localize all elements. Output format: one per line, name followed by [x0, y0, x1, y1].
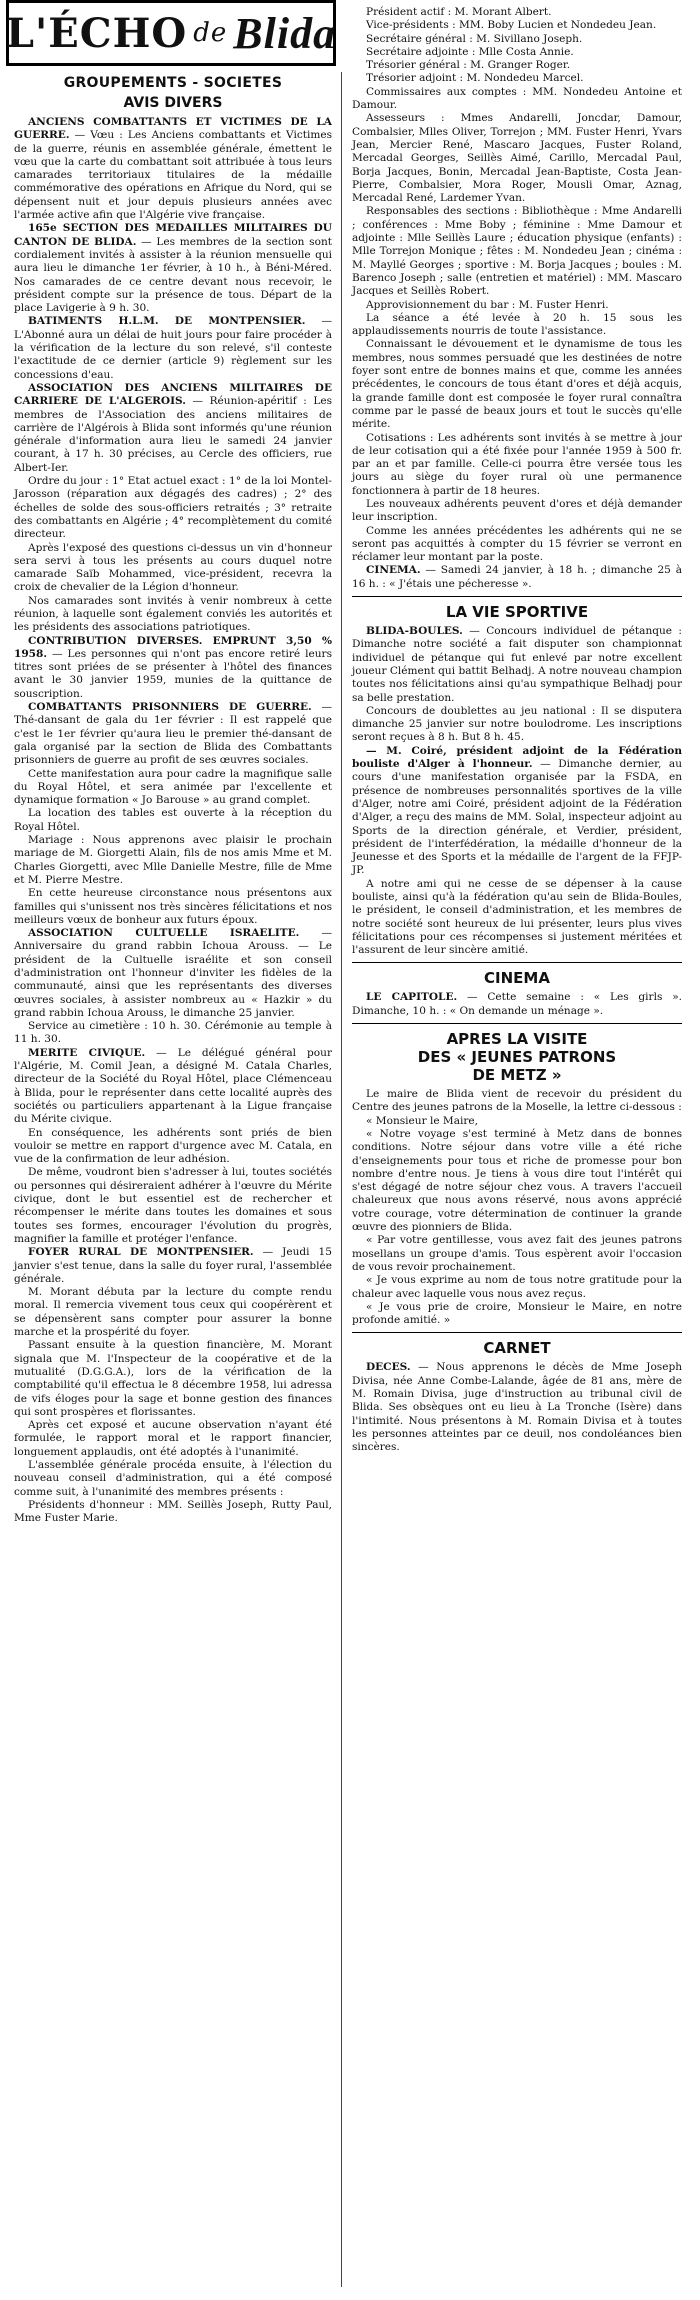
article-blida-boules: BLIDA-BOULES. — Concours individuel de pétanque : Dimanche notre société a fait disputer son championnat individuel de pétanque qui fut enlevé par notre excellent joueur Clément qui battit Belhadj. A notre nouveau champion toutes nos félicitations ainsi qu'au sympathique Belhadj pour sa belle prestation. — [352, 625, 682, 704]
masthead-de: de — [193, 18, 228, 48]
paragraph: Cette manifestation aura pour cadre la magnifique salle du Royal Hôtel, et sera animée par l'excellente et dynamique formation « Jo Barouse » au grand complet. — [14, 767, 332, 807]
visit-title-line3: DE METZ » — [472, 1066, 562, 1085]
paragraph: Ordre du jour : 1° Etat actuel exact : 1° de la loi Montel-Jarosson (réparation aux dégagés des cadres) ; 2° des échelles de solde des sous-officiers retraités ; 3° retraite des combattants en Algérie ; 4° recomplètement du comité directeur. — [14, 475, 332, 541]
paragraph: Service au cimetière : 10 h. 30. Cérémonie au temple à 11 h. 30. — [14, 1020, 332, 1046]
paragraph: Après l'exposé des questions ci-dessus un vin d'honneur sera servi à tous les présents au cours duquel notre camarade Saïb Mohammed, vice-président, recevra la croix de chevalier de la Légion d'honneur. — [14, 541, 332, 594]
paragraph: A notre ami qui ne cesse de se dépenser à la cause bouliste, ainsi qu'à la fédération qu'au sein de Blida-Boules, le président, le conseil d'administration, et les membres de notre société sont heureux de lui présenter, leurs plus vives félicitations pour ces récompenses si justement méritées et l'assurent de leur sincère amitié. — [352, 877, 682, 957]
paragraph: M. Morant débuta par la lecture du compte rendu moral. Il remercia vivement tous ceux qui coopérèrent et se dépensèrent sans compter pour assurer la bonne marche et la prospérité du foyer. — [14, 1286, 332, 1339]
article-heading: 165e SECTION DES MEDAILLES MILITAIRES DU CANTON DE BLIDA. — [14, 222, 332, 248]
visit-title-line1: APRES LA VISITE — [446, 1030, 588, 1049]
article-merite-civique: MERITE CIVIQUE. — Le délégué général pour l'Algérie, M. Comil Jean, a désigné M. Catala Charles, directeur de la Société du Royal Hôtel, place Clémenceau à Blida, pour le représenter dans cette localité auprès des sociétés ou particuliers appartenant à la Ligue française du Mérite civique. — [14, 1046, 332, 1126]
article-deces: DECES. — Nous apprenons le décès de Mme Joseph Divisa, née Anne Combe-Lalande, âgée de 81 ans, mère de M. Romain Divisa, juge d'instruction au tribunal civil de Blida. Ses obsèques ont eu lieu à La Tronche (Isère) dans l'intimité. Nous présentons à M. Romain Divisa et à toutes les personnes atteintes par ce deuil, nos condoléances bien sincères. — [352, 1361, 682, 1454]
masthead-title: L'ÉCHO — [5, 9, 188, 57]
paragraph: La location des tables est ouverte à la réception du Royal Hôtel. — [14, 807, 332, 833]
article-anciens-militaires: ASSOCIATION DES ANCIENS MILITAIRES DE CARRIERE DE L'ALGEROIS. — Réunion-apéritif : Les membres de l'Association des anciens militaires de carrière de l'Algérois à Blida sont informés qu'une réunion générale d'information aura lieu le samedi 24 janvier courant, à 17 h. 30 précises, au Cercle des officiers, rue Albert-Ier. — [14, 381, 332, 474]
article-hlm-montpensier: BATIMENTS H.L.M. DE MONTPENSIER. — L'Abonné aura un délai de huit jours pour faire procéder à la vérification de la lecture du son relevé, s'il conteste l'exactitude de ce dernier (article 9) règlement sur les concessions d'eau. — [14, 315, 332, 381]
article-coire: — M. Coiré, président adjoint de la Fédération bouliste d'Alger à l'honneur. — Dimanche dernier, au cours d'une manifestation organisée par la FSDA, en présence de nombreuses personnalités sportives de la ville d'Alger, notre ami Coiré, président adjoint de la Fédération d'Alger, a reçu des mains de MM. Solal, inspecteur adjoint au Sports de la direction générale, et Verdier, président, président de l'interfédération, la médaille d'honneur de la Jeunesse et des Sports et la médaille de l'argent de la FFJP-JP. — [352, 744, 682, 877]
paragraph: Assesseurs : Mmes Andarelli, Joncdar, Damour, Combalsier, Mlles Oliver, Torrejon ; MM. Fuster Henri, Yvars Jean, Mercier René, Mascaro Jacques, Fuster Roland, Mercadal Georges, Seillès Aimé, Carillo, Mercadal Paul, Borja Jacques, Bonin, Mercadal Jean-Baptiste, Costa Jean-Pierre, Combalsier, Mora Roger, Mousli Omar, Aznag, Mercadal René, Lardemer Yvan. — [352, 112, 682, 205]
masthead — [6, 0, 336, 66]
article-cinema-note: CINEMA. — Samedi 24 janvier, à 18 h. ; dimanche 25 à 16 h. : « J'étais une pécheresse ». — [352, 564, 682, 590]
masthead-city: Blida — [233, 8, 337, 58]
section-subtitle: AVIS DIVERS — [123, 95, 223, 111]
paragraph: « Par votre gentillesse, vous avez fait des jeunes patrons mosellans un groupe d'amis. Tous espèrent avoir l'occasion de vous revoir prochainement. — [352, 1234, 682, 1273]
article-heading: — M. Coiré, président adjoint de la Fédération bouliste d'Alger à l'honneur. — [352, 744, 682, 771]
section-title: GROUPEMENTS - SOCIETES — [63, 75, 283, 91]
paragraph: Président actif : M. Morant Albert. — [366, 6, 552, 18]
paragraph: En cette heureuse circonstance nous présentons aux familles qui s'unissent nos très sincères félicitations et nos meilleurs vœux de bonheur aux futurs époux. — [14, 887, 332, 926]
right-column — [352, 6, 682, 1455]
article-heading: BATIMENTS H.L.M. DE MONTPENSIER. — [28, 315, 306, 328]
paragraph: La séance a été levée à 20 h. 15 sous les applaudissements nourris de toute l'assistance. — [352, 311, 682, 338]
article-prisonniers-guerre: COMBATTANTS PRISONNIERS DE GUERRE. — Thé-dansant de gala du 1er février : Il est rappelé que c'est le 1er février qu'aura lieu le premier thé-dansant de gala organisé par la section de Blida des Combattants prisonniers de guerre au profit de ses œuvres sociales. — [14, 701, 333, 767]
left-column — [14, 72, 332, 1525]
paragraph: Responsables des sections : Bibliothèque : Mme Andarelli ; conférences : Mme Boby ; féminine : Mme Damour et adjointe : Mlle Seillès Laure ; éducation physique (enfants) : Mlle Torrejon Monique ; fêtes : M. Nondedeu Jean ; cinéma : M. Mayllé Georges ; sportive : M. Borja Jacques ; boules : M. Barenco Joseph ; salle (entretien et matériel) : MM. Mascaro Jacques et Seillès Robert. — [352, 205, 682, 298]
paragraph: « Je vous exprime au nom de tous notre gratitude pour la chaleur avec laquelle vous nous avez reçus. — [352, 1274, 682, 1300]
article-heading: ASSOCIATION DES ANCIENS MILITAIRES DE CARRIERE DE L'ALGEROIS. — [14, 381, 332, 408]
article-heading: ANCIENS COMBATTANTS ET VICTIMES DE LA GUERRE. — [14, 116, 332, 142]
paragraph: Après cet exposé et aucune observation n'ayant été formulée, le rapport moral et le rapport financier, longuement applaudis, ont été adoptés à l'unanimité. — [14, 1419, 332, 1458]
article-heading: ASSOCIATION CULTUELLE ISRAELITE. — [28, 927, 300, 940]
divider — [352, 962, 682, 963]
article-cultuelle-israelite: ASSOCIATION CULTUELLE ISRAELITE. — Anniversaire du grand rabbin Ichoua Arouss. — Le président de la Cultuelle israélite et son conseil d'administration ont l'honneur d'inviter les fidèles de la communauté, ainsi que les représentants des diverses œuvres sociales, à assister nombreux au « Hazkir » du grand rabbin Ichoua Arouss, le dimanche 25 janvier. — [14, 927, 333, 1019]
paragraph: Cotisations : Les adhérents sont invités à se mettre à jour de leur cotisation qui a été fixée pour l'année 1959 à 500 fr. par an et par famille. Celle-ci pourra être versée tous les jours au siège du foyer rural où une permanence fonctionnera à partir de 18 heures. — [352, 431, 682, 497]
paragraph: Commissaires aux comptes : MM. Nondedeu Antoine et Damour. — [352, 85, 682, 112]
paragraph: Comme les années précédentes les adhérents qui ne se seront pas acquittés à compter du 15 février se verront en réclamer leur montant par la poste. — [352, 524, 682, 564]
paragraph: Vice-présidents : MM. Boby Lucien et Nondedeu Jean. — [366, 19, 657, 32]
paragraph: Nos camarades sont invités à venir nombreux à cette réunion, à laquelle sont également conviés les autorités et les présidents des associations patriotiques. — [14, 594, 332, 634]
divider — [352, 1023, 682, 1024]
paragraph: Secrétaire général : M. Sivillano Joseph. — [366, 32, 583, 45]
paragraph: Secrétaire adjointe : Mlle Costa Annie. — [366, 45, 574, 58]
paragraph: Connaissant le dévouement et le dynamisme de tous les membres, nous sommes persuadé que les destinées de notre foyer sont entre de bonnes mains et que, comme les années précédentes, le concours de tous étant d'ores et déjà acquis, la grande famille dont est composée le foyer rural connaîtra comme par le passé de beaux jours et tout le succès qu'elle mérite. — [352, 338, 682, 431]
article-heading: BLIDA-BOULES. — [366, 625, 463, 638]
paragraph: Les nouveaux adhérents peuvent d'ores et déjà demander leur inscription. — [352, 497, 682, 524]
article-foyer-rural: FOYER RURAL DE MONTPENSIER. — Jeudi 15 janvier s'est tenue, dans la salle du foyer rural, l'assemblée générale. — [14, 1246, 332, 1285]
article-medailles-militaires: 165e SECTION DES MEDAILLES MILITAIRES DU CANTON DE BLIDA. — Les membres de la section sont cordialement invités à assister à la réunion mensuelle qui aura lieu le dimanche 1er février, à 10 h., à Béni-Méred. Nos camarades de ce centre devant nous recevoir, le président compte sur la présence de tous. Départ de la place Lavigerie à 9 h. 30. — [14, 222, 332, 315]
paragraph: « Notre voyage s'est terminé à Metz dans de bonnes conditions. Notre séjour dans votre ville a été riche d'enseignements pour tous et riche de promesse pour bon nombre d'entre nous. Je tiens à vous dire tout l'intérêt qui s'est dégagé de notre séjour chez vous. A travers l'accueil chaleureux que nous avons réservé, nous avons apprécié votre courage, votre détermination de continuer la grande œuvre des pionniers de Blida. — [352, 1127, 682, 1234]
carnet-section-title: CARNET — [483, 1339, 551, 1358]
paragraph: L'assemblée générale procéda ensuite, à l'élection du nouveau conseil d'administration, qui a été composé comme suit, à l'unanimité des membres présents : — [14, 1458, 332, 1498]
article-contributions: CONTRIBUTION DIVERSES. EMPRUNT 3,50 % 1958. — Les personnes qui n'ont pas encore retiré leurs titres sont priées de se présenter à l'hôtel des finances avant le 30 janvier 1959, munies de la quittance de souscription. — [14, 634, 332, 700]
paragraph: Concours de doublettes au jeu national : Il se disputera dimanche 25 janvier sur notre boulodrome. Les inscriptions seront reçues à 8 h. But 8 h. 45. — [352, 704, 682, 744]
article-heading: LE CAPITOLE. — [366, 991, 458, 1004]
article-anciens-combattants: ANCIENS COMBATTANTS ET VICTIMES DE LA GUERRE. — Vœu : Les Anciens combattants et Victimes de la guerre, réunis en assemblée générale, émettent le vœu que la carte du combattant soit attribuée à tous leurs camarades territoriaux titulaires de la médaille commémorative des opérations en Afrique du Nord, qui se dépensent nuit et jour depuis plusieurs années avec l'armée active afin que l'Algérie vive française. — [14, 116, 332, 222]
column-divider — [341, 72, 342, 2287]
paragraph: En conséquence, les adhérents sont priés de bien vouloir se mettre en rapport d'urgence avec M. Catala, en vue de la confirmation de leur adhésion. — [14, 1126, 332, 1166]
paragraph: Approvisionnement du bar : M. Fuster Henri. — [366, 298, 609, 311]
paragraph: Présidents d'honneur : MM. Seillès Joseph, Rutty Paul, Mme Fuster Marie. — [14, 1498, 332, 1525]
article-heading: CINEMA. — [366, 564, 421, 577]
article-heading: COMBATTANTS PRISONNIERS DE GUERRE. — [28, 701, 312, 714]
cinema-section-title: CINEMA — [484, 969, 550, 988]
visit-title-line2: DES « JEUNES PATRONS — [417, 1048, 617, 1067]
paragraph: Trésorier général : M. Granger Roger. — [366, 59, 571, 72]
divider — [352, 1332, 682, 1333]
article-heading: FOYER RURAL DE MONTPENSIER. — [28, 1246, 254, 1259]
paragraph: « Je vous prie de croire, Monsieur le Maire, en notre profonde amitié. » — [352, 1300, 682, 1327]
divider — [352, 596, 682, 597]
paragraph: Le maire de Blida vient de recevoir du président du Centre des jeunes patrons de la Moselle, la lettre ci-dessous : — [352, 1088, 682, 1114]
article-heading: MERITE CIVIQUE. — [28, 1046, 146, 1059]
article-capitole: LE CAPITOLE. — Cette semaine : « Les girls ». Dimanche, 10 h. : « On demande un ménage ». — [352, 991, 682, 1017]
paragraph: « Monsieur le Maire, — [366, 1114, 479, 1127]
article-heading: DECES. — [366, 1361, 411, 1374]
article-heading: CONTRIBUTION DIVERSES. EMPRUNT 3,50 % 1958. — [14, 634, 332, 660]
sport-section-title: LA VIE SPORTIVE — [445, 603, 589, 622]
paragraph: Mariage : Nous apprenons avec plaisir le prochain mariage de M. Giorgetti Alain, fils de nos amis Mme et M. Charles Giorgetti, avec Mlle Danielle Mestre, fille de Mme et M. Pierre Mestre. — [14, 834, 332, 886]
paragraph: Passant ensuite à la question financière, M. Morant signala que M. l'Inspecteur de la coopérative et de la mutualité (D.G.G.A.), lors de la vérification de la comptabilité qu'il effectua le 8 décembre 1958, lui adressa de vifs éloges pour la sage et bonne gestion des finances qui sont prospères et florissantes. — [14, 1339, 332, 1418]
paragraph: Trésorier adjoint : M. Nondedeu Marcel. — [366, 72, 584, 85]
paragraph: De même, voudront bien s'adresser à lui, toutes sociétés ou personnes qui désireraient adhérer à l'œuvre du Mérite civique, dont le but essentiel est de rechercher et récompenser le mérite dans toutes les domaines et sous toutes ses formes, encourager l'évolution du progrès, magnifier la famille et protéger l'enfance. — [14, 1166, 332, 1245]
